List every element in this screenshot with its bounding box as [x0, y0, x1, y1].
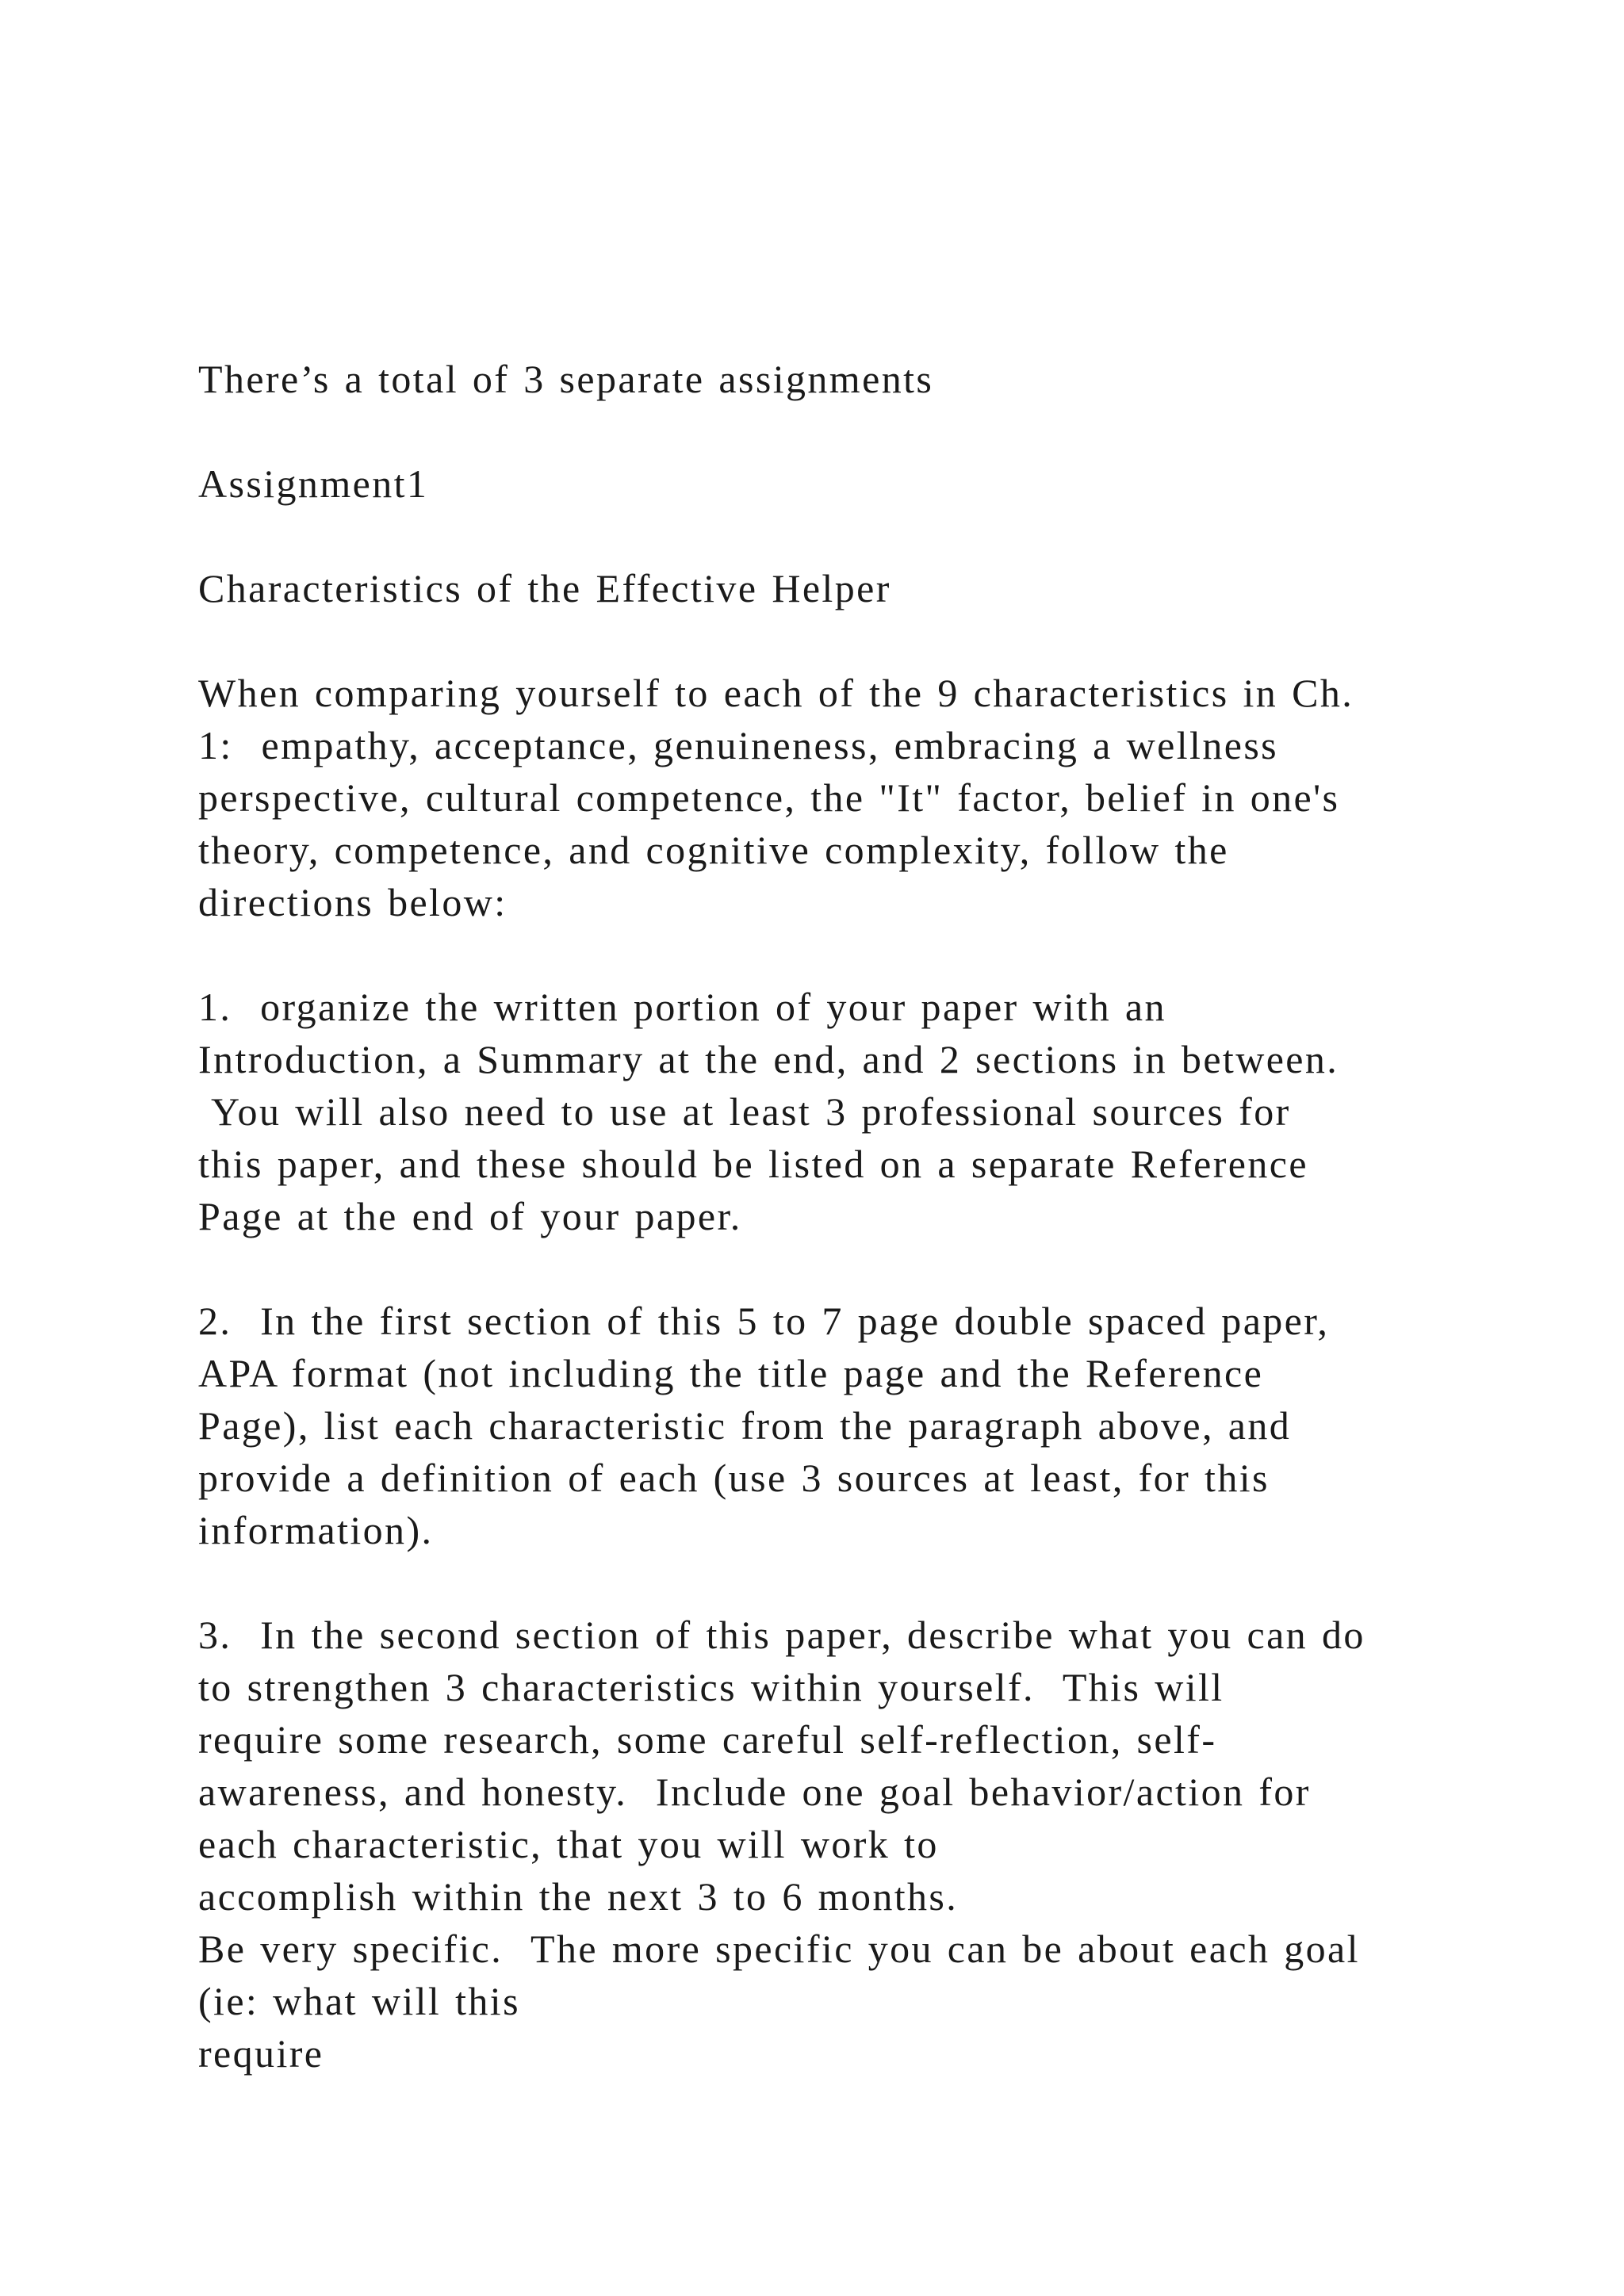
paragraph-gap [198, 405, 1499, 457]
text-line: Page at the end of your paper. [198, 1194, 742, 1238]
text-line: each characteristic, that you will work to [198, 1822, 939, 1866]
document-heading: There’s a total of 3 separate assignments [198, 357, 934, 401]
text-line: 1: empathy, acceptance, genuineness, embracing a wellness [198, 723, 1279, 767]
text-line: perspective, cultural competence, the "It" factor, belief in one's [198, 775, 1340, 820]
text-line: APA format (not including the title page and the Reference [198, 1351, 1264, 1395]
text-line: awareness, and honesty. Include one goal behavior/action for [198, 1770, 1311, 1814]
document-body [198, 353, 1499, 2080]
text-line: directions below: [198, 880, 508, 924]
paragraph-gap [198, 510, 1499, 562]
text-line: to strengthen 3 characteristics within yourself. This will [198, 1665, 1224, 1709]
text-line: accomplish within the next 3 to 6 months. [198, 1874, 959, 1919]
paragraph-gap [198, 928, 1499, 981]
list-item-1 [198, 981, 1499, 1242]
text-line: this paper, and these should be listed on a separate Reference [198, 1142, 1308, 1186]
text-line: require [198, 2031, 324, 2076]
list-item-2 [198, 1295, 1499, 1556]
text-line: information). [198, 1508, 434, 1552]
text-line: 2. In the first section of this 5 to 7 page double spaced paper, [198, 1299, 1330, 1343]
intro-paragraph [198, 667, 1499, 928]
list-item-3 [198, 1609, 1499, 2080]
paragraph-gap [198, 614, 1499, 667]
text-line: provide a definition of each (use 3 sources at least, for this [198, 1456, 1270, 1500]
text-line: When comparing yourself to each of the 9 characteristics in Ch. [198, 671, 1354, 715]
text-line: Introduction, a Summary at the end, and 2 sections in between. [198, 1037, 1339, 1081]
section-title: Characteristics of the Effective Helper [198, 566, 891, 610]
text-line: You will also need to use at least 3 professional sources for [198, 1089, 1291, 1134]
paragraph-gap [198, 1556, 1499, 1609]
text-line: 3. In the second section of this paper, describe what you can do [198, 1613, 1365, 1657]
text-line: Be very specific. The more specific you can be about each goal [198, 1927, 1360, 1971]
text-line: 1. organize the written portion of your paper with an [198, 985, 1166, 1029]
text-line: theory, competence, and cognitive complexity, follow the [198, 828, 1229, 872]
paragraph-gap [198, 1242, 1499, 1295]
text-line: (ie: what will this [198, 1979, 520, 2023]
text-line: require some research, some careful self-reflection, self- [198, 1717, 1217, 1762]
text-line: Page), list each characteristic from the paragraph above, and [198, 1403, 1292, 1448]
assignment-label: Assignment1 [198, 461, 429, 506]
